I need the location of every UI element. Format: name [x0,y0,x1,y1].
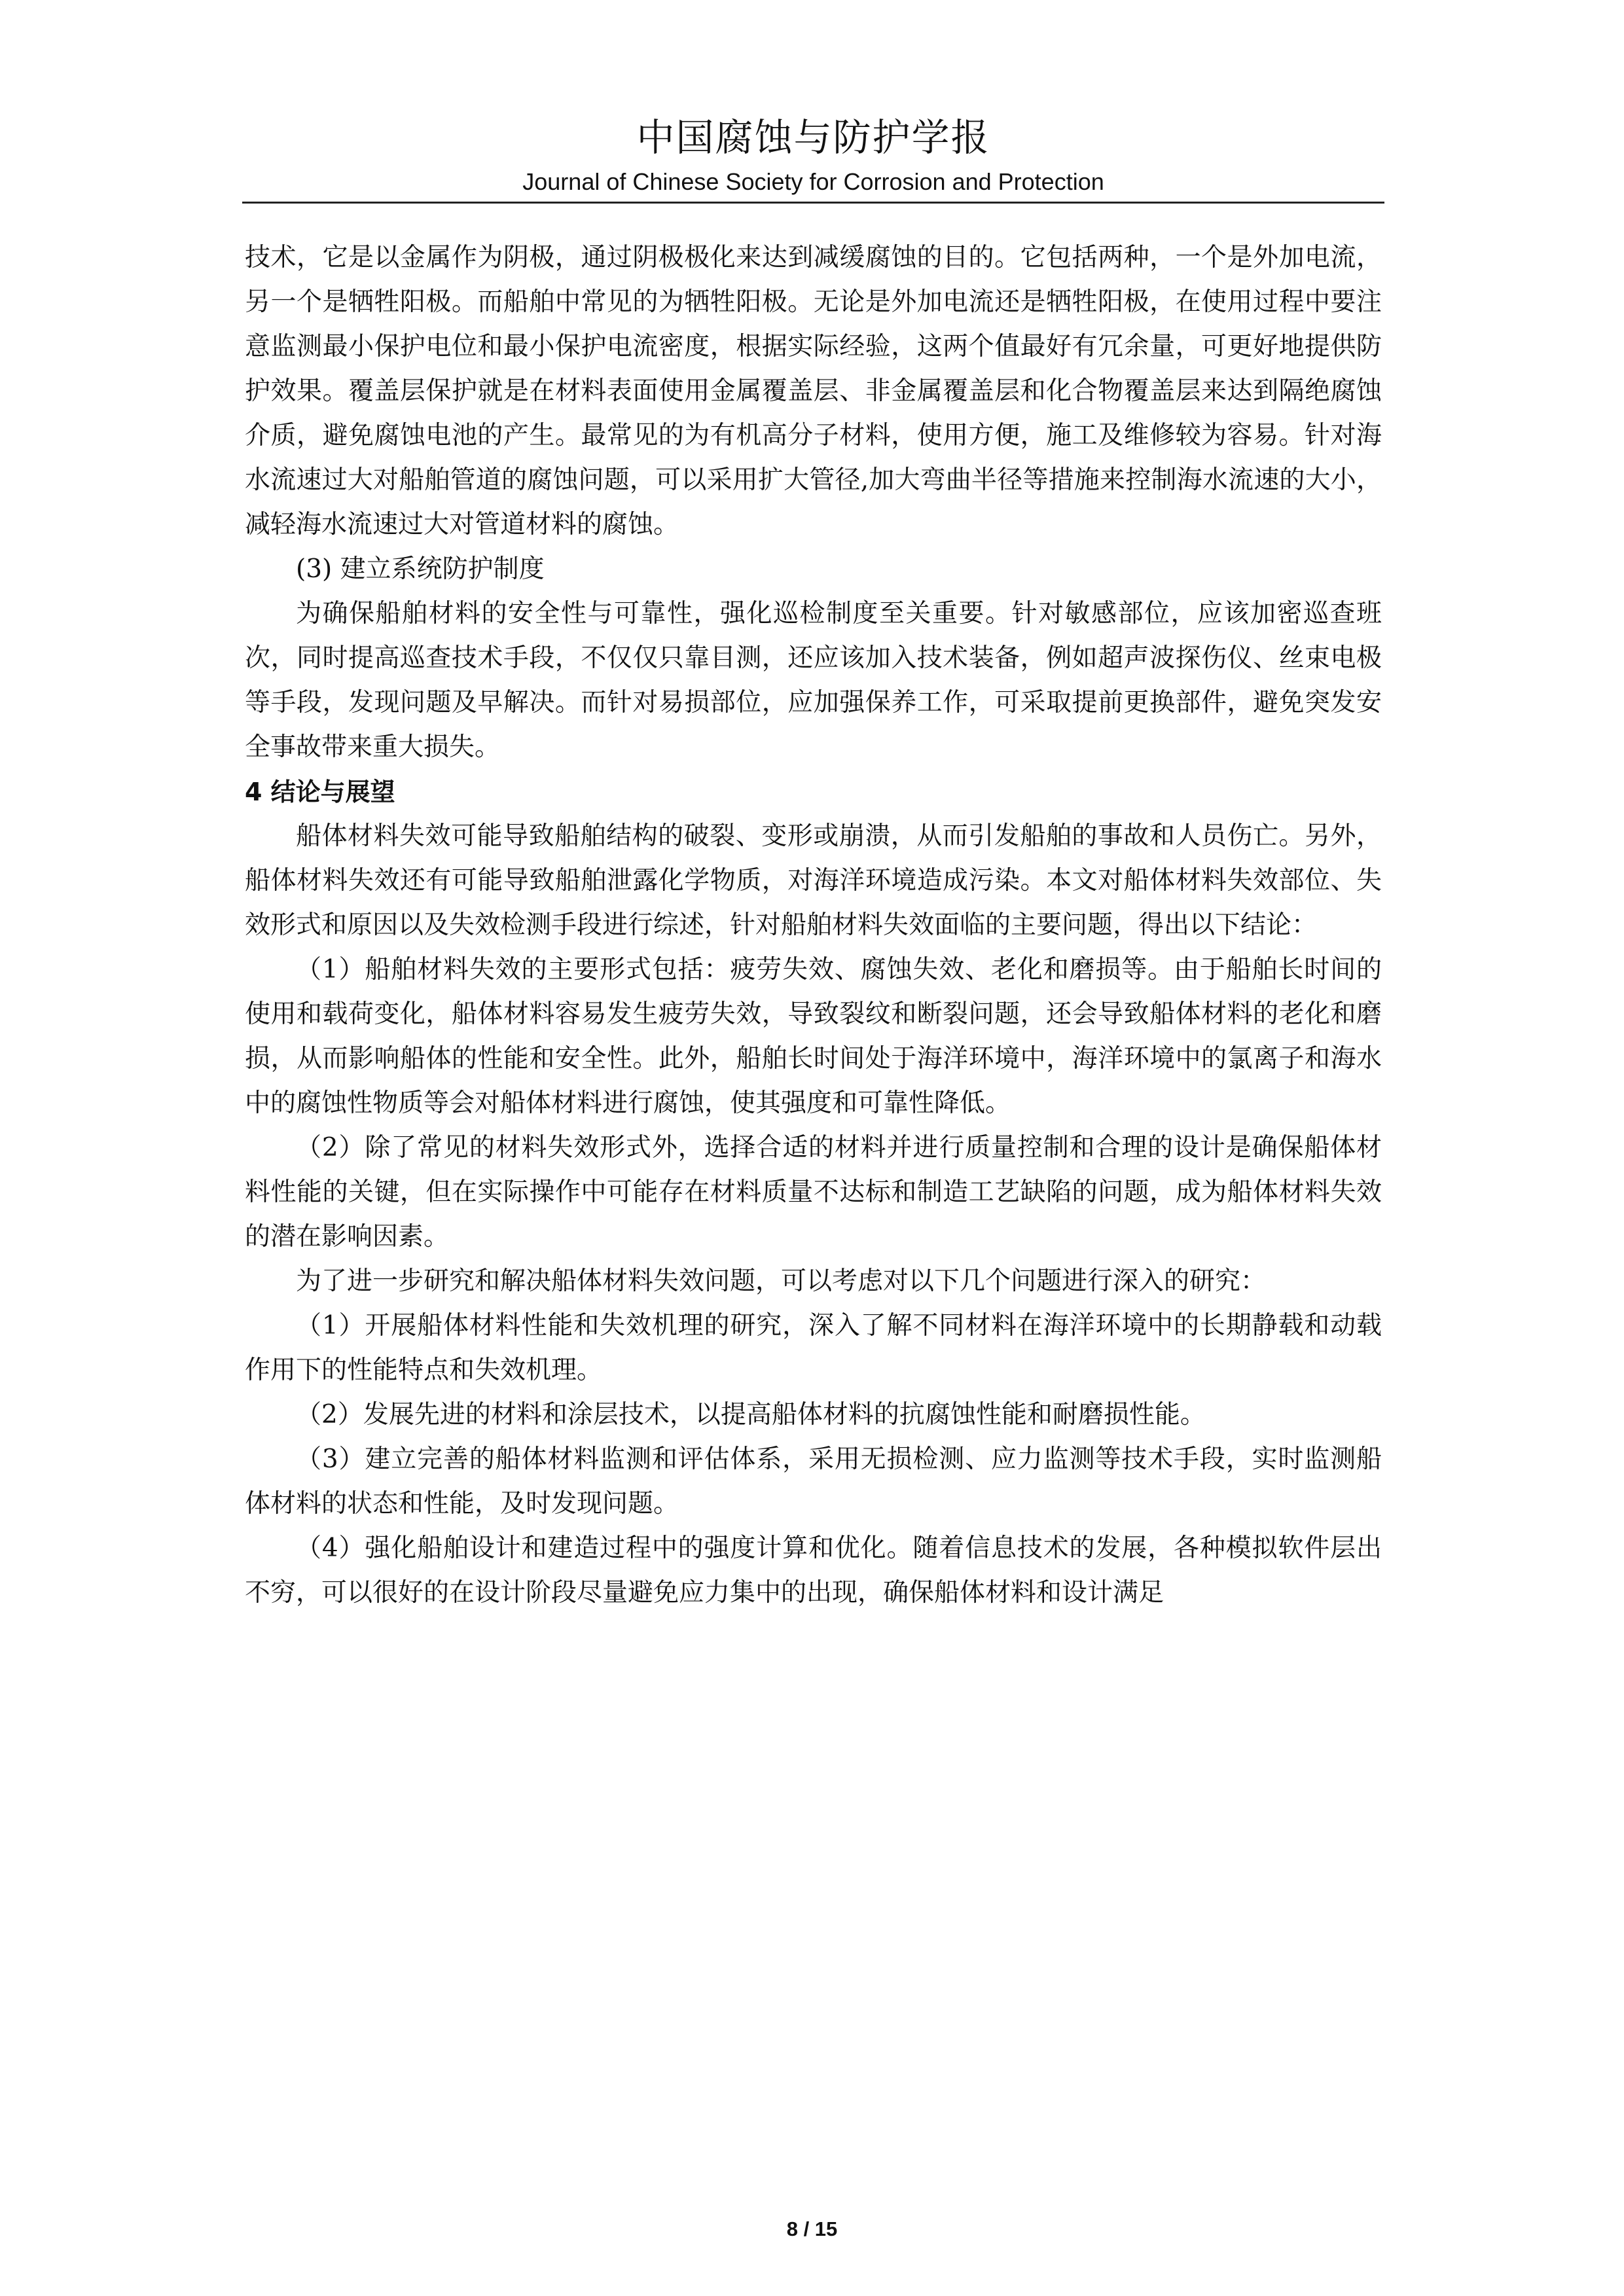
paragraph-outlook-intro: 为了进一步研究和解决船体材料失效问题，可以考虑对以下几个问题进行深入的研究： [296,1266,1267,1296]
page-number: 8 / 15 [786,2217,838,2240]
conclusion-item-2: （2）除了常见的材料失效形式外，选择合适的材料并进行质量控制和合理的设计是确保船体材料性能的关键，但在实际操作中可能存在材料质量不达标和制造工艺缺陷的问题，成为船体材料失效的潜在影响因素。 [245,1133,1382,1251]
journal-subtitle: Journal of Chinese Society for Corrosion and Protection [522,168,1104,195]
outlook-item-4: （4）强化船舶设计和建造过程中的强度计算和优化。随着信息技术的发展，各种模拟软件层出不穷，可以很好的在设计阶段尽量避免应力集中的出现，确保船体材料和设计满足 [245,1534,1382,1607]
paragraph-continued: 技术，它是以金属作为阴极，通过阴极极化来达到减缓腐蚀的目的。它包括两种，一个是外加电流，另一个是牺牲阳极。而船舶中常见的为牺牲阳极。无论是外加电流还是牺牲阳极，在使用过程中要注意监测最小保护电位和最小保护电流密度，根据实际经验，这两个值最好有冗余量，可更好地提供防护效果。覆盖层保护就是在材料表面使用金属覆盖层、非金属覆盖层和化合物覆盖层来达到隔绝腐蚀介质，避免腐蚀电池的产生。最常见的为有机高分子材料，使用方便，施工及维修较为容易。针对海水流速过大对船舶管道的腐蚀问题，可以采用扩大管径,加大弯曲半径等措施来控制海水流速的大小，减轻海水流速过大对管道材料的腐蚀。 [245,243,1382,539]
paragraph-inspection: 为确保船舶材料的安全性与可靠性，强化巡检制度至关重要。针对敏感部位，应该加密巡查班次，同时提高巡查技术手段，不仅仅只靠目测，还应该加入技术装备，例如超声波探伤仪、丝束电极等手段，发现问题及早解决。而针对易损部位，应加强保养工作，可采取提前更换部件，避免突发安全事故带来重大损失。 [245,599,1382,762]
article-body [245,236,1382,1615]
journal-header [242,111,1384,198]
conclusion-item-1: （1）船舶材料失效的主要形式包括：疲劳失效、腐蚀失效、老化和磨损等。由于船舶长时间的使用和载荷变化，船体材料容易发生疲劳失效，导致裂纹和断裂问题，还会导致船体材料的老化和磨损，从而影响船体的性能和安全性。此外，船舶长时间处于海洋环境中，海洋环境中的氯离子和海水中的腐蚀性物质等会对船体材料进行腐蚀，使其强度和可靠性降低。 [245,955,1382,1118]
journal-title: 中国腐蚀与防护学报 [636,115,990,160]
subsection-heading-3: (3) 建立系统防护制度 [296,554,545,584]
outlook-item-2: （2）发展先进的材料和涂层技术，以提高船体材料的抗腐蚀性能和耐磨损性能。 [296,1400,1206,1429]
paragraph-conclusion-intro: 船体材料失效可能导致船舶结构的破裂、变形或崩溃，从而引发船舶的事故和人员伤亡。另外，船体材料失效还有可能导致船舶泄露化学物质，对海洋环境造成污染。本文对船体材料失效部位、失效形式和原因以及失效检测手段进行综述，针对船舶材料失效面临的主要问题，得出以下结论： [245,821,1382,940]
section-heading-conclusion: 4 结论与展望 [245,778,395,806]
outlook-item-1: （1）开展船体材料性能和失效机理的研究，深入了解不同材料在海洋环境中的长期静载和动载作用下的性能特点和失效机理。 [245,1311,1382,1385]
outlook-item-3: （3）建立完善的船体材料监测和评估体系，采用无损检测、应力监测等技术手段，实时监测船体材料的状态和性能，及时发现问题。 [245,1444,1382,1518]
header-divider [242,202,1384,204]
